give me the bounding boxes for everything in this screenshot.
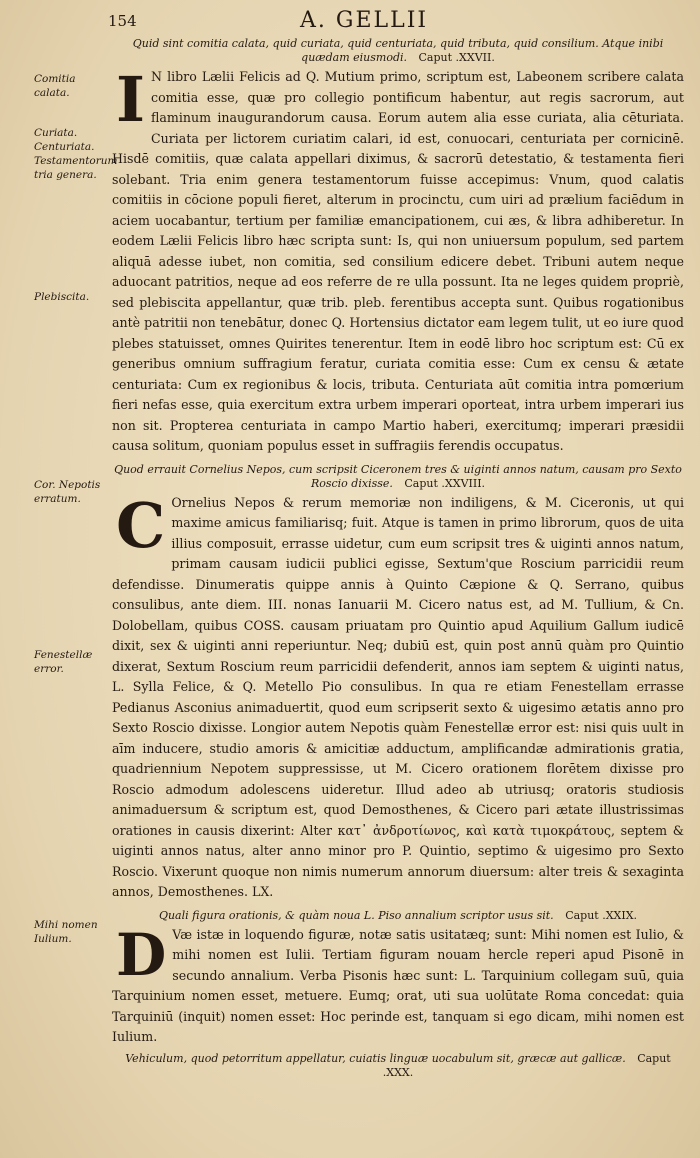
margin-note: Cor. Nepotis erratum.	[34, 479, 101, 505]
chapter-heading	[112, 909, 684, 923]
chapter-heading	[112, 463, 684, 491]
chapter-number: Caput .XXX.	[382, 1051, 671, 1079]
chapter-body	[112, 488, 684, 903]
margin-note: Mihi nomen Iulium.	[34, 919, 98, 945]
chapter-body	[112, 920, 684, 1048]
drop-cap: C	[116, 488, 166, 562]
margin-note: Plebiscita.	[34, 291, 90, 303]
chapter-title: Quod errauit Cornelius Nepos, cum scripsit Ciceronem tres & uiginti annos natum, causam pro Sexto Roscio dixisse.	[114, 462, 682, 490]
chapter-title: Vehiculum, quod petorritum appellatur, cuiatis linguæ uocabulum sit, græcæ aut gallicæ.	[125, 1051, 626, 1065]
chapter-number: Caput .XXIX.	[565, 908, 638, 922]
chapter-title: Quali figura orationis, & quàm noua L. Piso annalium scriptor usus sit.	[158, 908, 554, 922]
chapter-number: Caput .XXVIII.	[404, 476, 486, 490]
drop-cap: I	[116, 63, 146, 136]
main-text	[112, 36, 684, 1082]
chapter-heading	[112, 37, 684, 65]
margin-note: Curiata. Centuriata. Testamentorum tria genera.	[34, 127, 118, 181]
page-number: 154	[108, 12, 137, 30]
chapter-title: Quid sint comitia calata, quid curiata, quid centuriata, quid tributa, quid consilium. Atque inibi quædam eiusmodi.	[132, 37, 664, 64]
margin-note: Comitia calata.	[34, 73, 76, 99]
drop-cap: D	[116, 920, 167, 989]
running-title: A. GELLII	[300, 8, 429, 33]
chapter-text: Ornelius Nepos & rerum memoriæ non indiligens, & M. Ciceronis, ut qui maxime amicus familiarisq; fuit. Atque is tamen in primo librorum, quos de uita illius composuit, errasse uidetur, cum eum scripsit tres & uiginti annos natum, primam causam iudicii publici egisse, Sextum'que Roscium parricidii reum defendisse. Dinumeratis quippe annis à Quinto Cæpione & Q. Serrano, quibus consulibus, ante diem. III. nonas Ianuarii M. Cicero natus est, ad M. Tullium, & Cn. Dolobellam, quibus COSS. causam priuatam pro Quintio apud Aquilium Gallum iudicē dixit, sex & uiginti anni reperiuntur. Neq; dubiū est, quin post annū quàm pro Quintio dixerat, Sextum Roscium reum parricidii defenderit, annos iam septem & uiginti natus, L. Sylla Felice, & Q. Metello Pio consulibus. In qua re etiam Fenestellam errasse Pedianus Asconius animaduertit, quod eum scripserit sexto & uigesimo ætatis anno pro Sexto Roscio dixisse. Longior autem Nepotis quàm Fenestellæ error est: nisi quis uult in aīm inducere, studio amoris & amicitiæ adductum, amplificandæ admirationis gratia, quadriennium Nepotem suppressisse, ut M. Cicero orationem florētem dixisse pro Roscio admodum adolescens uideretur. Illud adeo ab utriusq; oratoris studiosis animaduersum & scriptum est, quod Demosthenes, & Cicero pari ætate illustrissimas orationes in causis dixerint: Alter κατ᾽ ἀνδροτίωνος, καὶ κατὰ τιμοκράτους, septem & uiginti annos natus, alter anno minor pro P. Quintio, septimo & uigesimo pro Sexto Roscio. Vixerunt quoque non nimis numerum annorum diuersum: alter treis & sexaginta annos, Demosthenes. LX.	[112, 494, 684, 899]
chapter-body	[112, 63, 684, 457]
chapter-text: N libro Lælii Felicis ad Q. Mutium primo, scriptum est, Labeonem scribere calata comitia esse, quæ pro collegio pontificum habentur, aut regis sacrorum, aut flaminum inaugurandorum causa. Eorum autem alia esse curiata, alia cēturiata. Curiata per lictorem curiatim calari, id est, conuocari, centuriata per cornicinē. Hisdē comitiis, quæ calata appellari diximus, & sacrorū detestatio, & testamenta fieri solebant. Tria enim genera testamentorum fuisse accepimus: Vnum, quod calatis comitiis in cōcione populi fieret, alterum in procinctu, cum uiri ad prælium faciēdum in aciem uocabantur, tertium per familiæ emancipationem, cui æs, & libra adhiberetur. In eodem Lælii Felicis libro hæc scripta sunt: Is, qui non uniuersum populum, sed partem aliquā adesse iubet, non comitia, sed consilium edicere debet. Tribuni autem neque aduocant patritios, neque ad eos referre de re ulla possunt. Ita ne leges quidem propriè, sed plebiscita appellantur, quæ trib. pleb. ferentibus accepta sunt. Quibus rogationibus antè patritii non tenebātur, donec Q. Hortensius dictator eam legem tulit, ut eo iure quod plebes statuisset, omnes Quirites tenerentur. Item in eodē libro hoc scriptum est: Cū ex generibus omnium suffragium feratur, curiata comitia esse: Cum ex censu & ætate centuriata: Cum ex regionibus & locis, tributa. Centuriata aūt comitia intra pomœrium fieri nefas esse, quia exercitum extra urbem imperari oporteat, intra urbem imperari ius non sit. Propterea centuriata in campo Martio haberi, exercitumq; imperari præsidii causa solitum, quoniam populus esset in suffragiis ferendis occupatus.	[112, 69, 684, 453]
chapter-number: Caput .XXVII.	[418, 51, 495, 64]
margin-note: Fenestellæ error.	[34, 649, 93, 675]
page-header	[100, 6, 690, 36]
chapter-text: Væ istæ in loquendo figuræ, notæ satis usitatæq; sunt: Mihi nomen est Iulio, & mihi nomen est Iulii. Tertiam figuram nouam hercle reperi apud Pisonē in secundo annalium. Verba Pisonis hæc sunt: L. Tarquinium collegam suū, quia Tarquinium nomen esset, metuere. Eumq; orat, uti sua uolūtate Roma concedat: quia Tarquiniū (inquit) nomen esset: Hoc perinde est, tanquam si ego dicam, mihi nomen est Iulium.	[112, 926, 684, 1044]
chapter-heading	[112, 1052, 684, 1080]
